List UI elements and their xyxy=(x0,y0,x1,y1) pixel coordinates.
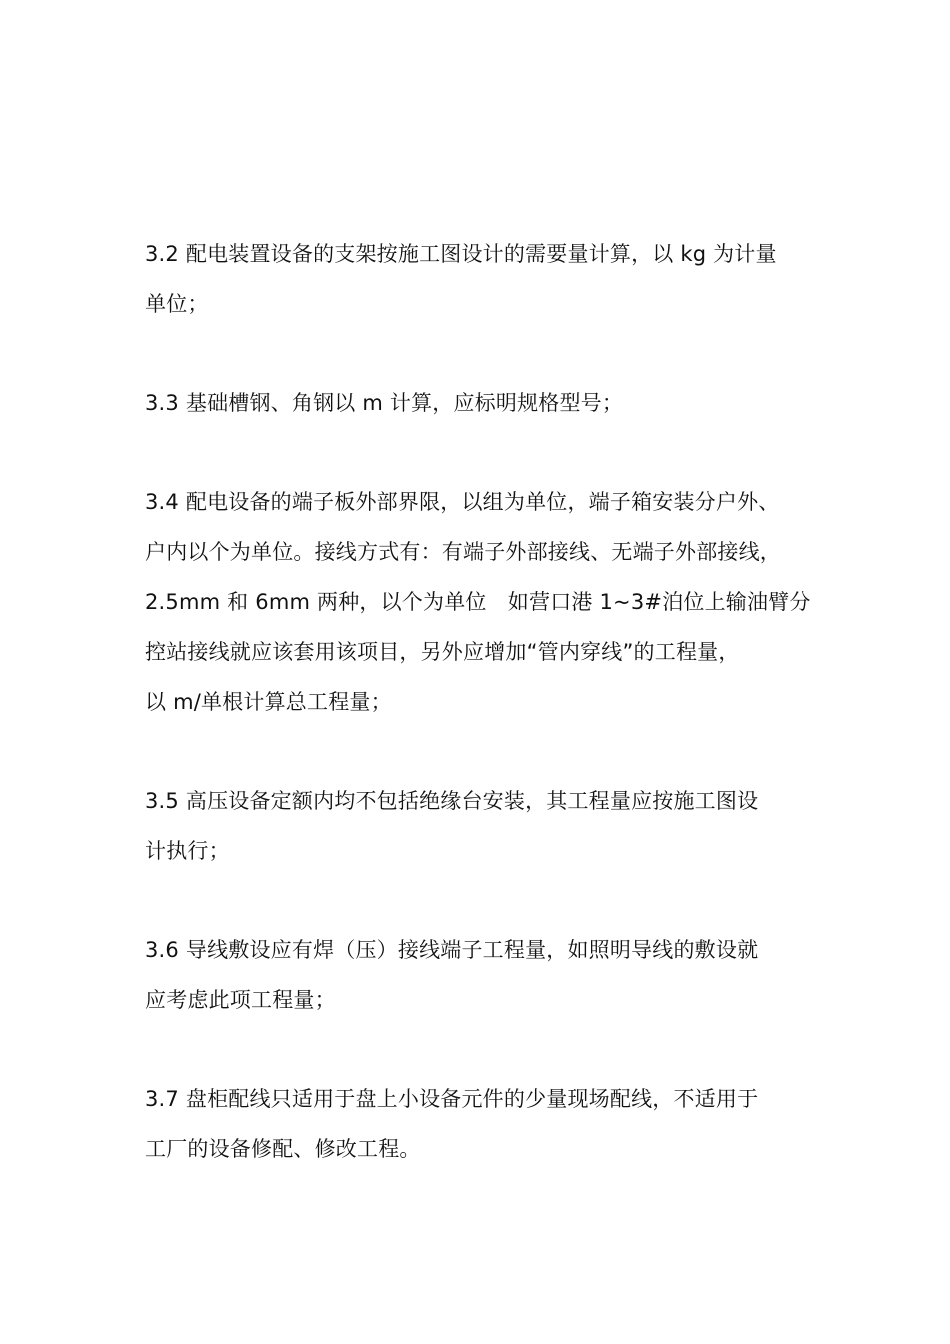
paragraph-line: 应考虑此项工程量； xyxy=(145,988,336,1012)
paragraph-line: 3.5 高压设备定额内均不包括绝缘台安装，其工程量应按施工图设 xyxy=(145,789,759,813)
paragraph-3-5 xyxy=(145,776,805,876)
paragraph-line: 3.7 盘柜配线只适用于盘上小设备元件的少量现场配线，不适用于 xyxy=(145,1087,759,1111)
paragraph-line: 控站接线就应该套用该项目，另外应增加“管内穿线”的工程量， xyxy=(145,640,740,664)
paragraph-line: 计执行； xyxy=(145,839,230,863)
paragraph-3-6 xyxy=(145,925,805,1025)
paragraph-line: 3.3 基础槽钢、角钢以 m 计算，应标明规格型号； xyxy=(145,391,624,415)
document-body xyxy=(145,229,811,1174)
paragraph-line: 户内以个为单位。接线方式有：有端子外部接线、无端子外部接线， xyxy=(145,540,781,564)
paragraph-line: 工厂的设备修配、修改工程。 xyxy=(145,1137,421,1161)
paragraph-line: 2.5mm 和 6mm 两种，以个为单位 如营口港 1~3#泊位上输油臂分 xyxy=(145,590,811,614)
paragraph-line: 3.6 导线敷设应有焊（压）接线端子工程量，如照明导线的敷设就 xyxy=(145,938,759,962)
paragraph-line: 以 m/单根计算总工程量； xyxy=(145,690,392,714)
paragraph-line: 单位； xyxy=(145,292,209,316)
paragraph-3-2 xyxy=(145,229,805,329)
paragraph-3-3 xyxy=(145,378,805,428)
paragraph-3-7 xyxy=(145,1074,805,1174)
paragraph-line: 3.2 配电装置设备的支架按施工图设计的需要量计算，以 kg 为计量 xyxy=(145,242,777,266)
paragraph-line: 3.4 配电设备的端子板外部界限，以组为单位，端子箱安装分户外、 xyxy=(145,490,780,514)
paragraph-3-4 xyxy=(145,477,811,727)
